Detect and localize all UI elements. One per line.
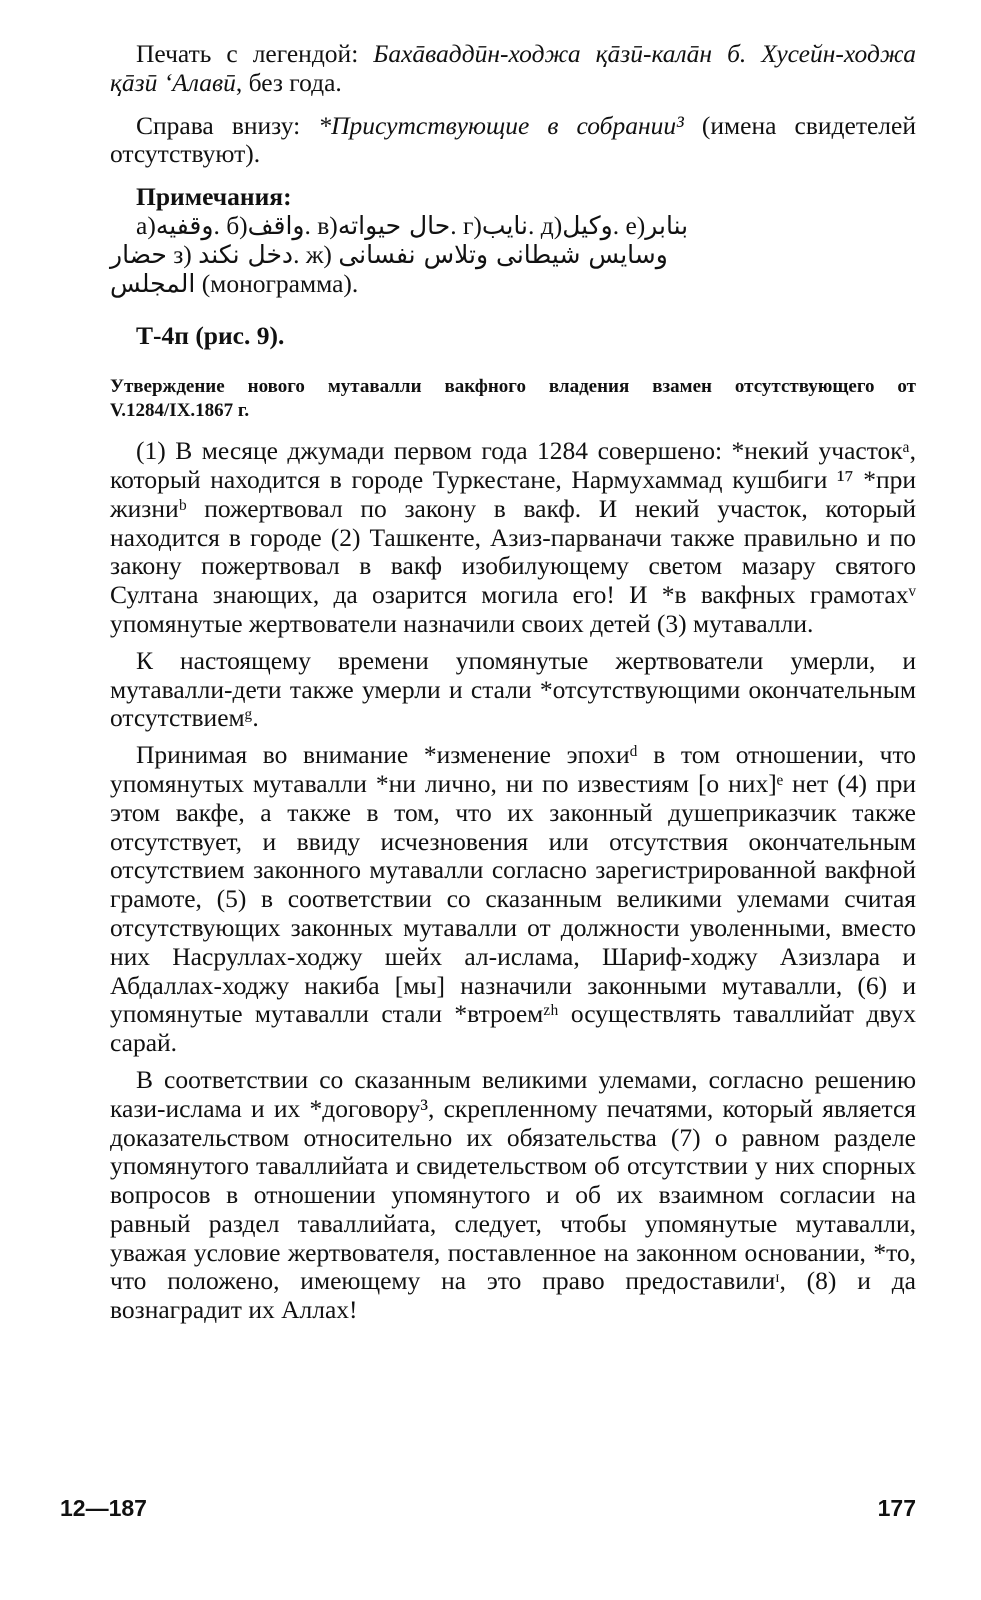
bottom-right-italic: *Присутствующие в собрании³ <box>318 110 684 140</box>
notes-line-3 <box>110 270 916 299</box>
page-footer <box>60 1495 916 1522</box>
note-e-cont: حضار <box>110 239 167 269</box>
document-id: Т-4п (рис. 9). <box>136 321 285 351</box>
note-b: б)واقف. <box>226 210 318 240</box>
paragraph-1: (1) В месяце джумади первом года 1284 совершено: *некий участокᵃ, который находится в городе Туркестане, Нармухаммад кушбиги ¹⁷ *при жизниᵇ пожертвовал по закону в вакф. И некий участок, который находится в городе (2) Ташкенте, Азиз-парваначи также правильно и по закону пожертвовал в вакф изобилующему светом мазару святого Султана знающих, да озарится могила его! И *в вакфных грамотахᵛ упомянутые жертвователи назначили своих детей (3) мутавалли. <box>110 436 916 638</box>
notes-heading: Примечания: <box>136 182 292 212</box>
paragraph-2: К настоящему времени упомянутые жертвователи умерли, и мутавалли-дети также умерли и стали *отсутствующими окончательным отсутствиемᵍ. <box>110 645 916 733</box>
notes-line-2 <box>110 241 916 270</box>
bottom-right-suffix: (имена свидетелей отсутствуют). <box>110 110 916 169</box>
note-d: д)وکیل. <box>540 210 626 240</box>
seal-prefix: Печать с легендой: <box>136 39 374 68</box>
paragraph-3: Принимая во внимание *изменение эпохиᵈ в том отношении, что упомянутых мутавалли *ни лично, ни по известиям [о них]ᵉ нет (4) при этом вакфе, а также в том, что их законный душеприказчик также отсутствует, и ввиду исчезновения или отсутствия окончательным отсутствием законного мутавалли согласно зарегистрированной вакфной грамоте, (5) в соответствии со сказанным великими улемами считая отсутствующих законных мутавалли от должности уволенными, вместо них Насруллах-ходжу шейх ал-ислама, Шариф-ходжу Азизлара и Абдаллах-ходжу накиба [мы] назначили законными мутавалли, (6) и упомянутые мутавалли стали *втроемᶻʰ осуществлять таваллийат двух сарай. <box>110 740 916 1058</box>
bottom-right-note <box>110 112 916 170</box>
monogram-label: (монограмма). <box>195 268 359 298</box>
note-g: г)نایب. <box>462 210 541 240</box>
note-zh: ж) وسایس شیطانی وتلاس نفسانی <box>305 239 668 269</box>
paragraph-4: В соответствии со сказанным великими улемами, согласно решению кази-ислама и их *договору³, скрепленному печатями, который является доказательством относительно их обязательства (7) о равном разделе упомянутого таваллийата и свидетельством об отсутствии у них спорных вопросов в отношении упомянутого и об их взаимном согласии на равный раздел таваллийата, следует, чтобы упомянутые мутавалли, уважая условие жертвователя, поставленное на законном основании, *то, что положено, имеющему на это право предоставилиᶦ, (8) и да вознаградит их Аллах! <box>110 1064 916 1325</box>
note-v: в)حال حیواته. <box>317 210 463 240</box>
notes-line-1 <box>110 212 916 241</box>
seal-suffix: , без года. <box>235 67 342 97</box>
note-z: з) دخل نکند. <box>173 239 306 269</box>
seal-description <box>110 40 916 98</box>
note-e: е)بنابر <box>625 210 689 240</box>
page-number: 177 <box>877 1495 916 1521</box>
signature-mark: 12—187 <box>60 1495 147 1521</box>
document-title: Утверждение нового мутавалли вакфного владения взамен отсутствующего от V.1284/IX.1867 г. <box>110 376 916 422</box>
page-body <box>110 40 916 1325</box>
monogram-arabic: المجلس <box>110 268 196 298</box>
note-a: а)وقفیه. <box>136 210 227 240</box>
bottom-right-prefix: Справа внизу: <box>136 110 319 140</box>
seal-legend: Бахāваддӣн-ходжа қāзӣ-калāн б. Хусейн-ходжа қāзӣ ‘Алавӣ <box>110 39 916 97</box>
